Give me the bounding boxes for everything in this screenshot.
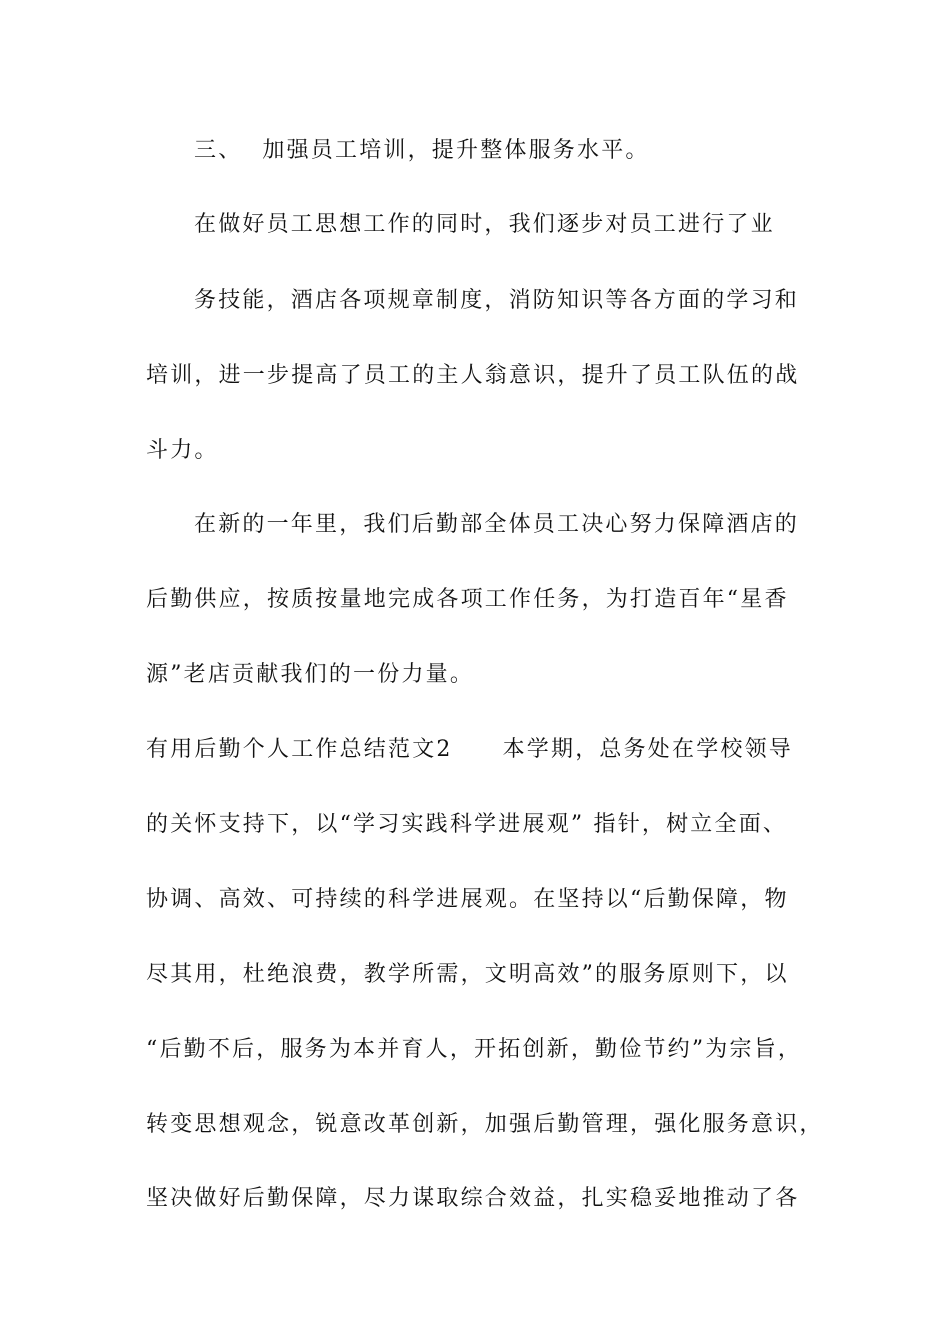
- paragraph-line: 协调、高效、可持续的科学进展观。在坚持以“后勤保障，物: [146, 887, 789, 912]
- article-title: 有用后勤个人工作总结范文2: [146, 737, 453, 762]
- paragraph-line: 在做好员工思想工作的同时，我们逐步对员工进行了业: [194, 212, 775, 237]
- section-heading: [194, 136, 874, 166]
- paragraph-line: 在新的一年里，我们后勤部全体员工决心努力保障酒店的: [194, 512, 800, 537]
- paragraph-line: 务技能，酒店各项规章制度，消防知识等各方面的学习和: [194, 288, 800, 313]
- paragraph-line: 本学期，总务处在学校领导: [502, 737, 794, 762]
- section-heading-text: 加强员工培训，提升整体服务水平。: [262, 138, 650, 163]
- paragraph-line: 尽其用，杜绝浪费，教学所需，文明高效”的服务原则下，以: [146, 962, 789, 987]
- paragraph-line: 培训，进一步提高了员工的主人翁意识，提升了员工队伍的战: [146, 363, 800, 388]
- section-number: 三、: [194, 138, 243, 163]
- paragraph-line: 后勤供应，按质按量地完成各项工作任务，为打造百年“星香: [146, 587, 789, 612]
- paragraph-line: 坚决做好后勤保障，尽力谋取综合效益，扎实稳妥地推动了各: [146, 1186, 800, 1211]
- paragraph-line: “后勤不后，服务为本并育人，开拓创新，勤俭节约”为宗旨，: [146, 1037, 803, 1062]
- paragraph-line: 转变思想观念，锐意改革创新，加强后勤管理，强化服务意识，: [146, 1112, 824, 1137]
- paragraph-line: 斗力。: [146, 438, 219, 463]
- paragraph-line: 的关怀支持下，以“学习实践科学进展观” 指针，树立全面、: [146, 812, 788, 837]
- article-title-line: [146, 735, 826, 765]
- paragraph-line: 源”老店贡献我们的一份力量。: [146, 662, 475, 687]
